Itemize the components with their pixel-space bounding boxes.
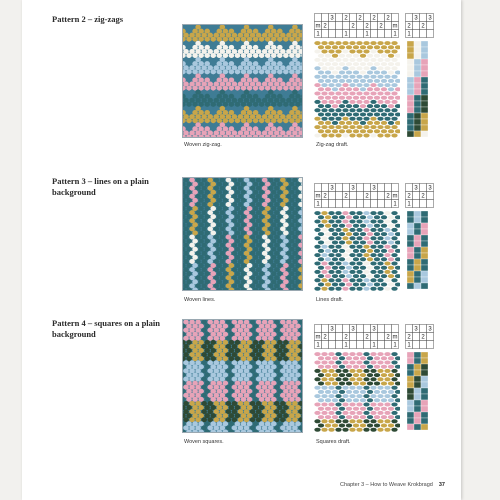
- threading-header-label: 1: [407, 342, 411, 349]
- draft-header-label: 2: [323, 23, 327, 30]
- chapter-title: Chapter 3 – How to Weave Krokbragd: [340, 482, 433, 488]
- threading-header-label: 3: [414, 185, 418, 192]
- threading-body: [407, 41, 428, 137]
- draft-header-label: 1: [344, 342, 348, 349]
- draft-header-label: 2: [379, 23, 383, 30]
- draft-header-label: m: [392, 23, 398, 30]
- threading-header-label: 2: [407, 23, 411, 30]
- draft-header-label: m: [315, 23, 321, 30]
- threading-zigzag-grid: [405, 13, 439, 141]
- draft-header-label: 3: [351, 326, 355, 333]
- draft-header-label: 3: [372, 326, 376, 333]
- draft-header-label: 1: [316, 31, 320, 38]
- threading-squares: [405, 324, 439, 434]
- draft-lines-grid: [314, 183, 400, 293]
- woven-sample-zigzag: [182, 24, 303, 138]
- draft-squares-grid: [314, 324, 400, 434]
- threading-header-label: 1: [407, 201, 411, 208]
- draft-squares: [314, 324, 400, 434]
- threading-lines-grid: [405, 183, 439, 293]
- draft-caption-squares: Squares draft.: [316, 439, 351, 445]
- draft-header-grid: [315, 325, 399, 349]
- draft-header-label: 2: [344, 193, 348, 200]
- woven-caption-zigzag: Woven zig-zag.: [184, 142, 222, 148]
- draft-header-label: 1: [316, 201, 320, 208]
- draft-header-label: m: [315, 334, 321, 341]
- draft-caption-lines: Lines draft.: [316, 297, 344, 303]
- threading-body: [407, 211, 428, 289]
- draft-header-label: 2: [344, 334, 348, 341]
- draft-header-label: 3: [330, 15, 334, 22]
- woven-sample-lines: [182, 177, 303, 291]
- draft-lines: [314, 183, 400, 293]
- draft-header-label: 1: [344, 31, 348, 38]
- woven-caption-squares: Woven squares.: [184, 439, 224, 445]
- draft-header-label: m: [392, 193, 398, 200]
- draft-body: [314, 352, 400, 432]
- threading-header-grid: [406, 184, 434, 208]
- threading-squares-grid: [405, 324, 439, 434]
- threading-header-label: 2: [407, 193, 411, 200]
- draft-header-label: 1: [372, 342, 376, 349]
- threading-header-label: 3: [428, 326, 432, 333]
- threading-header-label: 2: [407, 334, 411, 341]
- woven-lines-image: [183, 178, 303, 291]
- threading-header-label: 2: [421, 23, 425, 30]
- woven-caption-lines: Woven lines.: [184, 297, 216, 303]
- draft-header-label: m: [315, 193, 321, 200]
- threading-header-grid: [406, 14, 434, 38]
- threading-header-label: 2: [421, 193, 425, 200]
- threading-header-label: 3: [414, 326, 418, 333]
- draft-header-grid: [315, 14, 399, 38]
- draft-header-label: 1: [365, 31, 369, 38]
- threading-header-label: 3: [428, 15, 432, 22]
- section-heading-pattern-4: Pattern 4 – squares on a plain background: [52, 318, 160, 339]
- threading-header-label: 1: [407, 31, 411, 38]
- draft-header-label: 2: [344, 15, 348, 22]
- draft-header-label: 1: [393, 31, 397, 38]
- threading-header-label: 3: [428, 185, 432, 192]
- threading-header-label: 2: [421, 334, 425, 341]
- draft-header-label: 2: [386, 334, 390, 341]
- draft-header-label: 1: [393, 342, 397, 349]
- woven-sample-squares: [182, 319, 303, 433]
- draft-header-label: 2: [386, 15, 390, 22]
- threading-zigzag: [405, 13, 439, 141]
- draft-header-label: 2: [372, 15, 376, 22]
- page-number: 37: [438, 482, 445, 488]
- draft-header-label: m: [392, 334, 398, 341]
- threading-header-label: 3: [414, 15, 418, 22]
- draft-caption-zigzag: Zig-zag draft.: [316, 142, 349, 148]
- woven-squares-image: [183, 320, 303, 433]
- threading-header-grid: [406, 325, 434, 349]
- draft-header-label: 1: [316, 342, 320, 349]
- draft-zigzag-grid: [314, 13, 400, 141]
- draft-body: [314, 211, 400, 291]
- draft-header-label: 2: [386, 193, 390, 200]
- draft-header-label: 3: [372, 185, 376, 192]
- draft-header-label: 2: [365, 334, 369, 341]
- section-heading-pattern-2: Pattern 2 – zig-zags: [52, 14, 124, 24]
- draft-zigzag: [314, 13, 400, 141]
- draft-header-label: 2: [365, 23, 369, 30]
- draft-header-grid: [315, 184, 399, 208]
- page-footer: [340, 482, 445, 488]
- draft-header-label: 1: [393, 201, 397, 208]
- draft-header-label: 2: [365, 193, 369, 200]
- draft-header-label: 3: [330, 326, 334, 333]
- draft-header-label: 2: [323, 334, 327, 341]
- draft-header-label: 3: [330, 185, 334, 192]
- draft-header-label: 2: [358, 15, 362, 22]
- threading-body: [407, 352, 428, 430]
- draft-body: [314, 41, 400, 137]
- threading-lines: [405, 183, 439, 293]
- draft-header-label: 2: [351, 23, 355, 30]
- section-heading-pattern-3: Pattern 3 – lines on a plain background: [52, 176, 149, 197]
- woven-zigzag-image: [183, 25, 303, 138]
- draft-header-label: 2: [323, 193, 327, 200]
- draft-header-label: 3: [351, 185, 355, 192]
